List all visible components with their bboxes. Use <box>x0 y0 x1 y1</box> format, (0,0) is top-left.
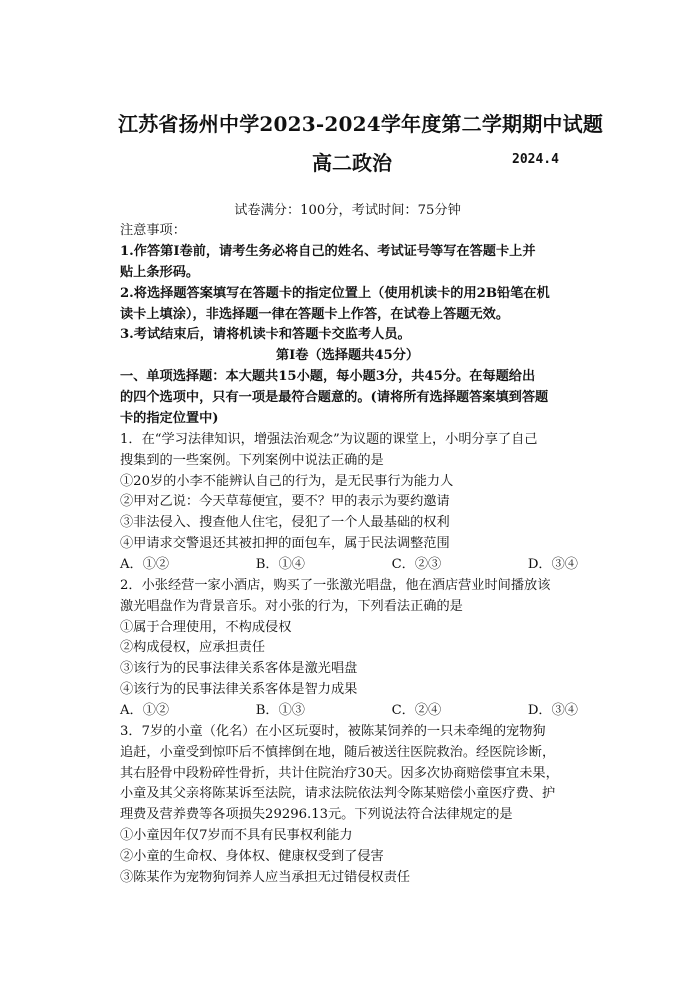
question-stem: 其右胫骨中段粉碎性骨折，共计住院治疗30天。因多次协商赔偿事宜未果， <box>120 766 559 781</box>
question-item: ①小童因年仅7岁而不具有民事权利能力 <box>120 828 353 843</box>
question-stem: 激光唱盘作为背景音乐。对小张的行为，下列看法正确的是 <box>120 599 463 614</box>
option-d: D．③④ <box>527 703 578 718</box>
option-b: B．①④ <box>255 557 305 572</box>
answer-options <box>120 701 578 721</box>
question-item: ②小童的生命权、身体权、健康权受到了侵害 <box>120 849 384 864</box>
question-item: ④甲请求交警退还其被扣押的面包车，属于民法调整范围 <box>120 536 450 551</box>
option-c: C．②④ <box>391 703 442 718</box>
score-time-line: 试卷满分：100分，考试时间：75分钟 <box>234 203 461 218</box>
option-a: A．①② <box>120 703 170 718</box>
question-stem: 2．小张经营一家小酒店，购买了一张激光唱盘，他在酒店营业时间播放该 <box>120 578 551 593</box>
subject-title: 高二政治 <box>312 151 392 175</box>
question-item: ④该行为的民事法律关系客体是智力成果 <box>120 682 358 697</box>
question-item: ③非法侵入、搜查他人住宅，侵犯了一个人最基础的权利 <box>120 515 450 530</box>
question-stem: 理费及营养费等各项损失29296.13元。下列说法符合法律规定的是 <box>120 807 513 822</box>
section-instruction: 卡的指定位置中) <box>120 411 219 426</box>
question-item: ①属于合理使用，不构成侵权 <box>120 620 292 635</box>
section-instruction: 一、单项选择题：本大题共15小题，每小题3分，共45分。在每题给出 <box>120 369 536 384</box>
question-item: ③该行为的民事法律关系客体是激光唱盘 <box>120 661 358 676</box>
notice-line: 1.作答第Ⅰ卷前，请考生务必将自己的姓名、考试证号等写在答题卡上并 <box>120 244 536 259</box>
question-stem: 3．7岁的小童（化名）在小区玩耍时，被陈某饲养的一只未牵绳的宠物狗 <box>120 724 546 739</box>
notice-line: 读卡上填涂），非选择题一律在答题卡上作答，在试卷上答题无效。 <box>120 307 510 322</box>
question-item: ①20岁的小李不能辨认自己的行为，是无民事行为能力人 <box>120 474 454 489</box>
section-title: 第Ⅰ卷（选择题共45分） <box>275 348 420 363</box>
exam-title: 江苏省扬州中学2023-2024学年度第二学期期中试题 <box>118 112 604 136</box>
question-stem: 搜集到的一些案例。下列案例中说法正确的是 <box>120 453 384 468</box>
notice-line: 3.考试结束后，请将机读卡和答题卡交监考人员。 <box>120 327 411 342</box>
notice-line: 2.将选择题答案填写在答题卡的指定位置上（使用机读卡的用2B铅笔在机 <box>120 286 550 301</box>
question-item: ②构成侵权，应承担责任 <box>120 640 266 655</box>
section-instruction: 的四个选项中，只有一项是最符合题意的。(请将所有选择题答案填到答题 <box>120 390 549 405</box>
question-item: ③陈某作为宠物狗饲养人应当承担无过错侵权责任 <box>120 870 411 885</box>
answer-options <box>120 555 578 575</box>
option-b: B．①③ <box>255 703 305 718</box>
notice-line: 贴上条形码。 <box>120 265 200 280</box>
option-c: C．②③ <box>391 557 442 572</box>
option-a: A．①② <box>120 557 170 572</box>
option-d: D．③④ <box>527 557 578 572</box>
question-item: ②甲对乙说：今天草莓便宜，要不？甲的表示为要约邀请 <box>120 494 450 509</box>
question-stem: 1．在“学习法律知识，增强法治观念”为议题的课堂上，小明分享了自己 <box>120 432 538 447</box>
question-stem: 追赶，小童受到惊吓后不慎摔倒在地，随后被送往医院救治。经医院诊断， <box>120 745 556 760</box>
exam-date: 2024.4 <box>512 152 559 167</box>
notice-heading: 注意事项： <box>120 223 186 238</box>
question-stem: 小童及其父亲将陈某诉至法院，请求法院依法判令陈某赔偿小童医疗费、护 <box>120 786 556 801</box>
